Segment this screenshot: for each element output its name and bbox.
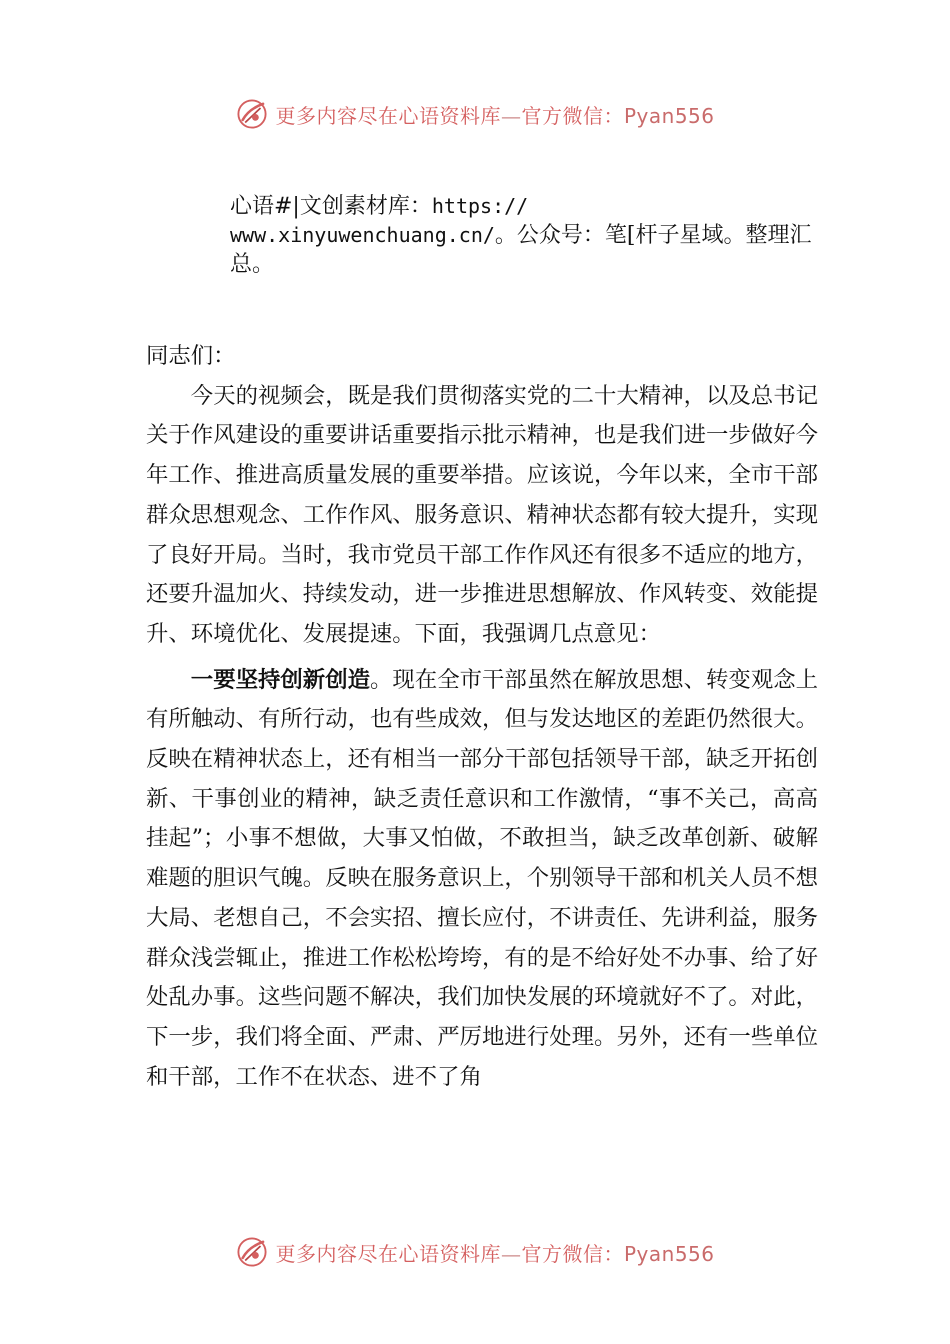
paragraph-innovation: [146, 661, 818, 1098]
source-prefix: 心语#|文创素材库：: [230, 194, 432, 219]
watermark-wechat-label: 官方微信：: [521, 1241, 624, 1266]
watermark-separator: —: [500, 1241, 522, 1266]
source-attribution: [230, 192, 840, 279]
watermark-text: [275, 1238, 714, 1267]
source-url-part2: www.xinyuwenchuang.cn/: [230, 223, 495, 247]
watermark-header: [0, 94, 950, 134]
watermark-wechat-id: Pyan556: [623, 1241, 715, 1266]
watermark-site-text: 更多内容尽在心语资料库: [275, 1241, 501, 1266]
source-suffix: 。公众号：笔[杆子星域。整理汇总。: [230, 223, 812, 277]
paragraph-intro: 今天的视频会，既是我们贯彻落实党的二十大精神，以及总书记关于作风建设的重要讲话重要指示批示精神，也是我们进一步做好今年工作、推进高质量发展的重要举措。应该说，今年以来，全市干部群众思想观念、工作作风、服务意识、精神状态都有较大提升，实现了良好开局。当时，我市党员干部工作作风还有很多不适应的地方，还要升温加火、持续发动，进一步推进思想解放、作风转变、效能提升、环境优化、发展提速。下面，我强调几点意见：: [146, 382, 818, 647]
watermark-footer: [0, 1232, 950, 1272]
watermark-wechat-id: Pyan556: [623, 103, 715, 128]
document-body: [146, 337, 818, 1097]
section-heading: 一要坚持创新创造: [190, 666, 371, 693]
watermark-text: [275, 100, 714, 129]
source-url-part1: https://: [431, 194, 529, 218]
pen-seal-icon: [235, 1235, 269, 1269]
watermark-separator: —: [500, 103, 522, 128]
watermark-site-text: 更多内容尽在心语资料库: [275, 103, 501, 128]
pen-seal-icon: [235, 97, 269, 131]
greeting: 同志们：: [146, 343, 236, 369]
paragraph-innovation-text: 。现在全市干部虽然在解放思想、转变观念上有所触动、有所行动，也有些成效，但与发达地区的差距仍然很大。反映在精神状态上，还有相当一部分干部包括领导干部，缺乏开拓创新、干事创业的精神，缺乏责任意识和工作激情，“事不关己，高高挂起”；小事不想做，大事又怕做，不敢担当，缺乏改革创新、破解难题的胆识气魄。反映在服务意识上，个别领导干部和机关人员不想大局、老想自己，不会实招、擅长应付，不讲责任、先讲利益，服务群众浅尝辄止，推进工作松松垮垮，有的是不给好处不办事、给了好处乱办事。这些问题不解决，我们加快发展的环境就好不了。对此，下一步，我们将全面、严肃、严厉地进行处理。另外，还有一些单位和干部，工作不在状态、进不了角: [146, 666, 819, 1090]
watermark-wechat-label: 官方微信：: [521, 103, 624, 128]
